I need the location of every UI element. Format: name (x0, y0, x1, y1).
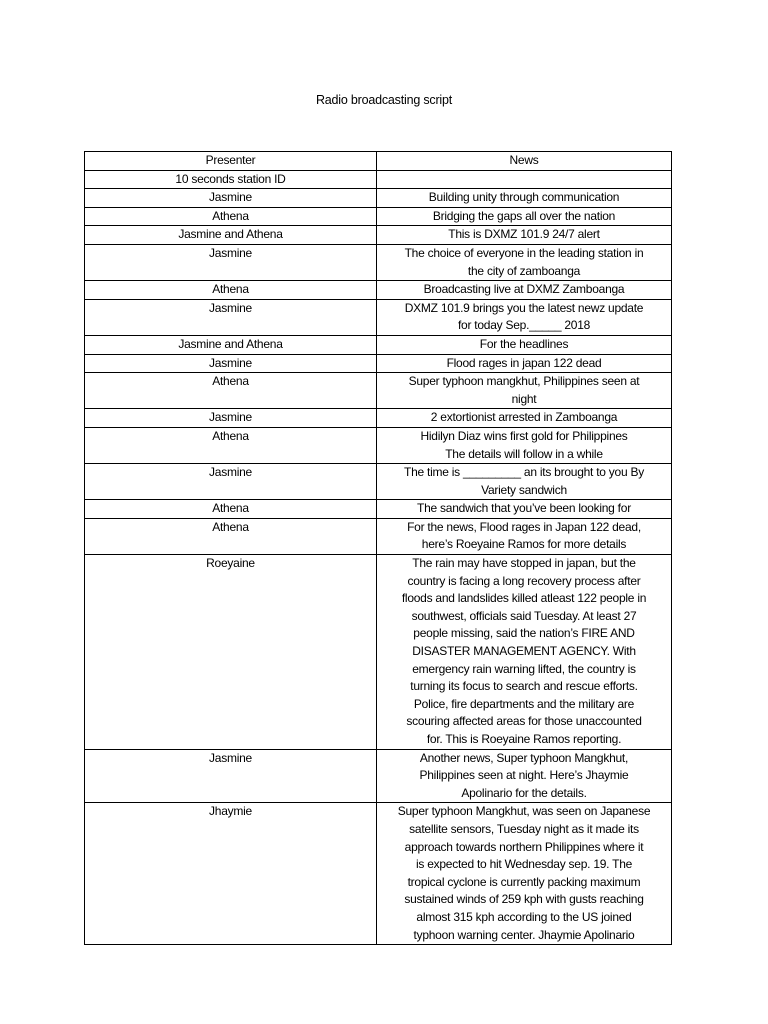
news-cell (377, 170, 672, 189)
table-row (85, 170, 672, 189)
news-cell: Another news, Super typhoon Mangkhut, Philippines seen at night. Here’s Jhaymie Apolinario for the details. (377, 749, 672, 803)
table-row (85, 207, 672, 226)
script-table (84, 151, 672, 945)
news-cell: Broadcasting live at DXMZ Zamboanga (377, 281, 672, 300)
news-cell: The sandwich that you’ve been looking for (377, 500, 672, 519)
news-cell: Hidilyn Diaz wins first gold for Philippines The details will follow in a while (377, 427, 672, 463)
table-row (85, 500, 672, 519)
news-cell: Super typhoon Mangkhut, was seen on Japanese satellite sensors, Tuesday night as it made its approach towards northern Philippines where it is expected to hit Wednesday sep. 19. The tropical cyclone is currently packing maximum sustained winds of 259 kph with gusts reaching almost 315 kph according to the US joined typhoon warning center. Jhaymie Apolinario (377, 803, 672, 945)
presenter-cell: Jasmine and Athena (85, 226, 377, 245)
news-cell: The rain may have stopped in japan, but the country is facing a long recovery process after floods and landslides killed atleast 122 people in southwest, officials said Tuesday. At least 27 people missing, said the nation’s FIRE AND DISASTER MANAGEMENT AGENCY. With emergency rain warning lifted, the country is turning its focus to search and rescue efforts. Police, fire departments and the military are scouring affected areas for those unaccounted for. This is Roeyaine Ramos reporting. (377, 555, 672, 750)
table-row (85, 354, 672, 373)
table-row (85, 335, 672, 354)
table-row (85, 373, 672, 409)
table-row (85, 409, 672, 428)
news-cell: For the headlines (377, 335, 672, 354)
presenter-cell: Jasmine (85, 354, 377, 373)
presenter-cell: Jhaymie (85, 803, 377, 945)
news-cell: DXMZ 101.9 brings you the latest newz update for today Sep._____ 2018 (377, 299, 672, 335)
presenter-cell: Athena (85, 427, 377, 463)
news-cell: 2 extortionist arrested in Zamboanga (377, 409, 672, 428)
presenter-cell: Jasmine and Athena (85, 335, 377, 354)
presenter-cell: Athena (85, 207, 377, 226)
table-row (85, 189, 672, 208)
presenter-cell: Athena (85, 500, 377, 519)
table-row (85, 281, 672, 300)
presenter-cell: Jasmine (85, 244, 377, 280)
presenter-cell: Athena (85, 373, 377, 409)
news-cell: Building unity through communication (377, 189, 672, 208)
table-row (85, 244, 672, 280)
news-cell: Flood rages in japan 122 dead (377, 354, 672, 373)
document-title: Radio broadcasting script (315, 93, 453, 107)
presenter-cell: Jasmine (85, 409, 377, 428)
presenter-cell: Athena (85, 518, 377, 554)
table-row (85, 518, 672, 554)
news-cell: Super typhoon mangkhut, Philippines seen at night (377, 373, 672, 409)
table-row (85, 803, 672, 945)
presenter-cell: Roeyaine (85, 555, 377, 750)
presenter-cell: Jasmine (85, 299, 377, 335)
table-row (85, 226, 672, 245)
table-header-row (85, 152, 672, 171)
news-cell: The time is _________ an its brought to you By Variety sandwich (377, 464, 672, 500)
table-row (85, 749, 672, 803)
table-row (85, 555, 672, 750)
table-row (85, 299, 672, 335)
presenter-cell: 10 seconds station ID (85, 170, 377, 189)
news-cell: Bridging the gaps all over the nation (377, 207, 672, 226)
news-cell: This is DXMZ 101.9 24/7 alert (377, 226, 672, 245)
table-row (85, 464, 672, 500)
news-column-header: News (377, 152, 672, 171)
presenter-column-header: Presenter (85, 152, 377, 171)
presenter-cell: Jasmine (85, 464, 377, 500)
script-rows (85, 170, 672, 945)
presenter-cell: Jasmine (85, 749, 377, 803)
news-cell: The choice of everyone in the leading station in the city of zamboanga (377, 244, 672, 280)
table-row (85, 427, 672, 463)
presenter-cell: Athena (85, 281, 377, 300)
news-cell: For the news, Flood rages in Japan 122 dead, here’s Roeyaine Ramos for more details (377, 518, 672, 554)
presenter-cell: Jasmine (85, 189, 377, 208)
